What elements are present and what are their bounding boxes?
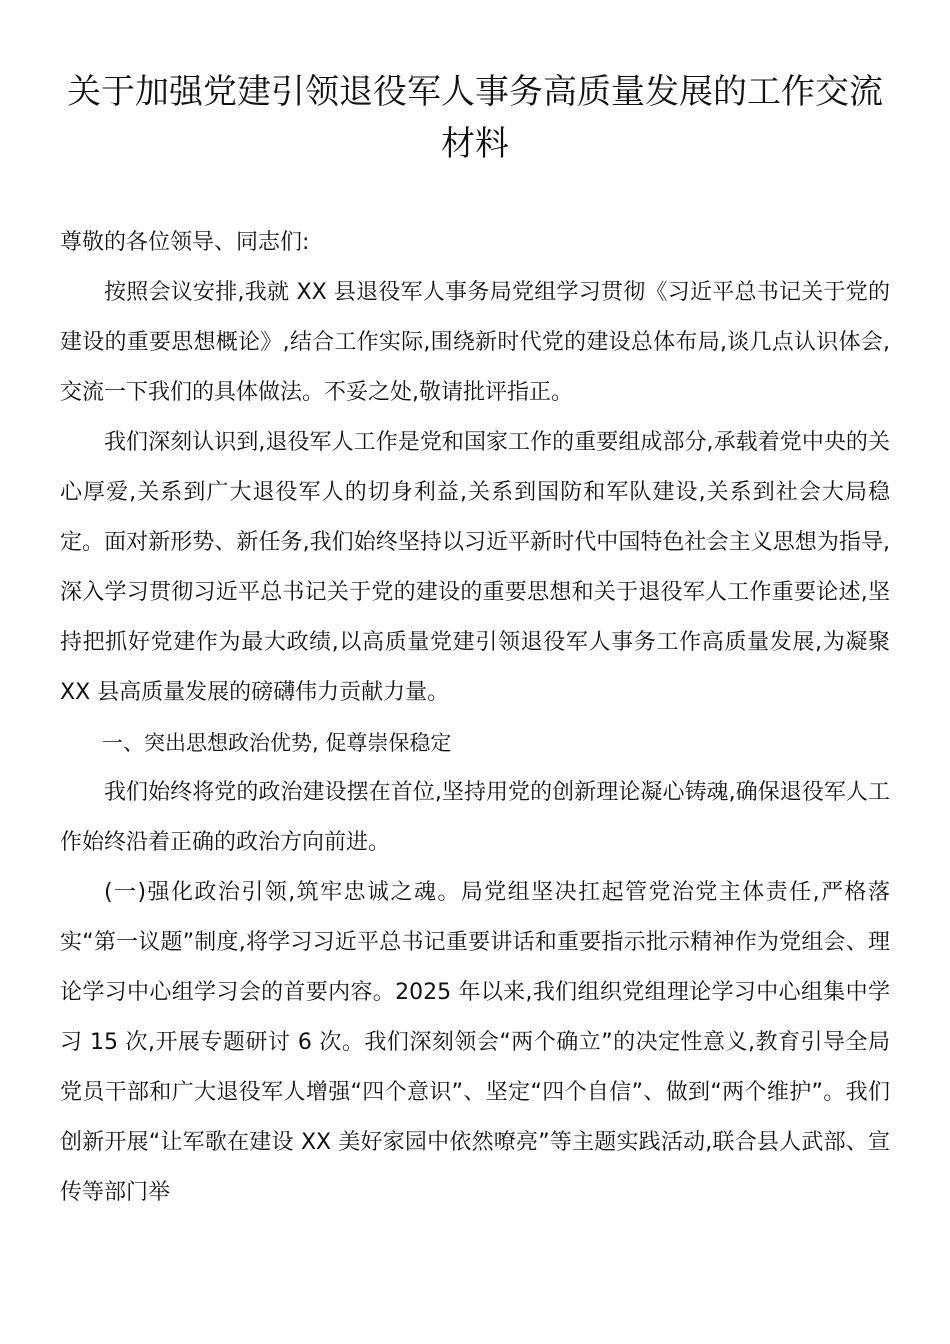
document-body xyxy=(60,218,890,1218)
paragraph-intro: 按照会议安排,我就 XX 县退役军人事务局党组学习贯彻《习近平总书记关于党的建设的重要思想概论》,结合工作实际,围绕新时代党的建设总体布局,谈几点认识体会,交流一下我们的具体做法。不妥之处,敬请批评指正。 xyxy=(60,280,890,405)
document-title: 关于加强党建引领退役军人事务高质量发展的工作交流材料 xyxy=(67,72,883,164)
salutation: 尊敬的各位领导、同志们: xyxy=(60,230,310,255)
section-paragraph-overview: 我们始终将党的政治建设摆在首位,坚持用党的创新理论凝心铸魂,确保退役军人工作始终沿着正确的政治方向前进。 xyxy=(60,780,890,855)
section-paragraph-political-guidance: (一)强化政治引领,筑牢忠诚之魂。局党组坚决扛起管党治党主体责任,严格落实“第一议题”制度,将学习习近平总书记重要讲话和重要指示批示精神作为党组会、理论学习中心组学习会的首要内容。2025 年以来,我们组织党组理论学习中心组集中学习 15 次,开展专题研讨 6 次。我们深刻领会“两个确立”的决定性意义,教育引导全局党员干部和广大退役军人增强“四个意识”、坚定“四个自信”、做到“两个维护”。我们创新开展“让军歌在建设 XX 美好家园中依然嘹亮”等主题实践活动,联合县人武部、宣传等部门举 xyxy=(60,880,890,1205)
paragraph-understanding: 我们深刻认识到,退役军人工作是党和国家工作的重要组成部分,承载着党中央的关心厚爱,关系到广大退役军人的切身利益,关系到国防和军队建设,关系到社会大局稳定。面对新形势、新任务,我们始终坚持以习近平新时代中国特色社会主义思想为指导,深入学习贯彻习近平总书记关于党的建设的重要思想和关于退役军人工作重要论述,坚持把抓好党建作为最大政绩,以高质量党建引领退役军人事务工作高质量发展,为凝聚 XX 县高质量发展的磅礴伟力贡献力量。 xyxy=(60,430,890,705)
section-heading: 一、突出思想政治优势, 促尊崇保稳定 xyxy=(102,731,452,755)
